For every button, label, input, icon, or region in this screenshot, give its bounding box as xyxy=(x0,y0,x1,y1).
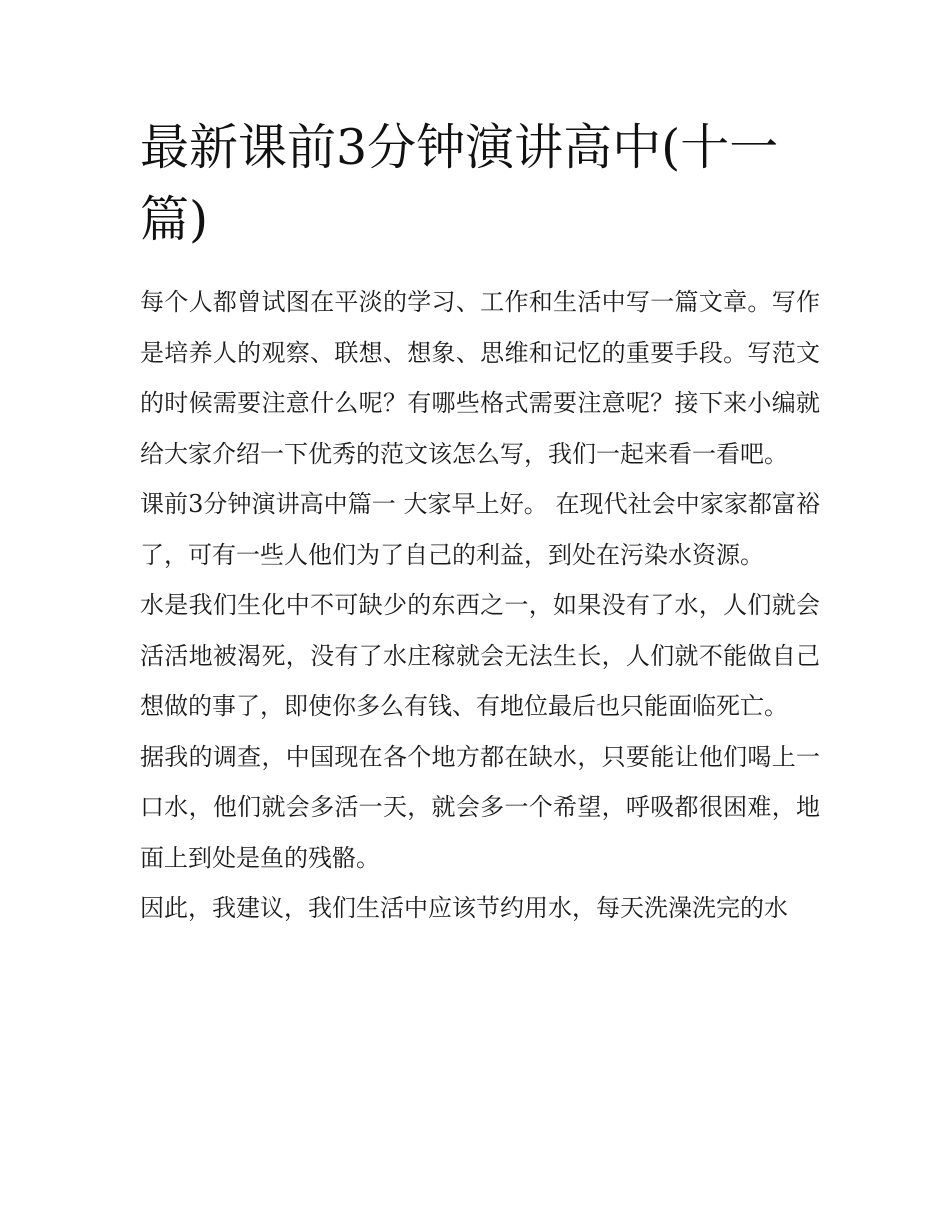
paragraph-intro: 每个人都曾试图在平淡的学习、工作和生活中写一篇文章。写作是培养人的观察、联想、想象、思维和记忆的重要手段。写范文的时候需要注意什么呢？有哪些格式需要注意呢？接下来小编就给大家介绍一下优秀的范文该怎么写，我们一起来看一看吧。 xyxy=(140,288,820,468)
paragraph-water-importance: 水是我们生化中不可缺少的东西之一，如果没有了水，人们就会活活地被渴死，没有了水庄稼就会无法生长，人们就不能做自己想做的事了，即使你多么有钱、有地位最后也只能面临死亡。 xyxy=(140,591,820,720)
document-body xyxy=(140,277,820,934)
document-title: 最新课前3分钟演讲高中(十一篇) xyxy=(140,119,779,248)
paragraph-suggestion: 因此，我建议，我们生活中应该节约用水，每天洗澡洗完的水 xyxy=(140,894,788,922)
paragraph-investigation: 据我的调查，中国现在各个地方都在缺水，只要能让他们喝上一口水，他们就会多活一天，就会多一个希望，呼吸都很困难，地面上到处是鱼的残骼。 xyxy=(140,742,820,872)
paragraph-speech-opening: 课前3分钟演讲高中篇一 大家早上好。 在现代社会中家家都富裕了，可有一些人他们为了自己的利益，到处在污染水资源。 xyxy=(140,490,820,569)
